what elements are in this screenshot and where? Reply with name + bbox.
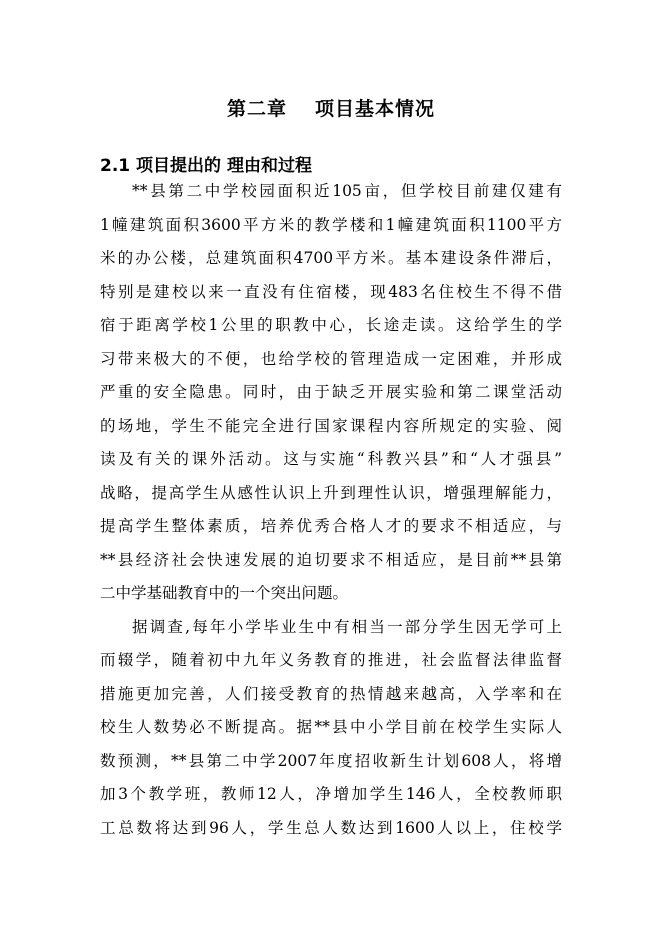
paragraph — [100, 611, 562, 846]
text-line: 校生人数势必不断提高。据**县中小学目前在校学生实际人 — [100, 718, 562, 736]
text-line: 的场地，学生不能完全进行国家课程内容所规定的实验、阅 — [100, 416, 562, 435]
text-line: 加3个教学班，教师12人，净增加学生146人，全校教师职 — [100, 785, 562, 803]
text-line: 二中学基础教育中的一个突出问题。 — [100, 584, 349, 602]
body-text — [100, 175, 562, 845]
text-line: 据调查,每年小学毕业生中有相当一部分学生因无学可上 — [132, 617, 562, 636]
section-heading: 2.1 项目提出的 理由和过程 — [100, 156, 312, 176]
text-line: 习带来极大的不便，也给学校的管理造成一定困难，并形成 — [100, 349, 562, 368]
text-line: 数预测，**县第二中学2007年度招收新生计划608人，将增 — [100, 751, 562, 770]
text-line: 严重的安全隐患。同时，由于缺乏开展实验和第二课堂活动 — [100, 383, 562, 401]
text-line: **县经济社会快速发展的迫切要求不相适应，是目前**县第 — [100, 550, 562, 569]
paragraph — [100, 175, 562, 611]
text-line: 提高学生整体素质，培养优秀合格人才的要求不相适应，与 — [100, 517, 562, 535]
text-line: 1幢建筑面积3600平方米的教学楼和1幢建筑面积1100平方 — [100, 215, 562, 234]
text-line: 米的办公楼，总建筑面积4700平方米。基本建设条件滞后， — [100, 249, 562, 267]
chapter-name: 项目基本情况 — [315, 98, 436, 120]
text-line: **县第二中学校园面积近105亩，但学校目前建仅建有 — [132, 182, 562, 200]
chapter-title — [0, 94, 662, 121]
chapter-number: 第二章 — [226, 98, 287, 120]
text-line: 战略，提高学生从感性认识上升到理性认识，增强理解能力， — [100, 483, 562, 502]
text-line: 措施更加完善，人们接受教育的热情越来越高，入学率和在 — [100, 684, 562, 703]
text-line: 而辍学，随着初中九年义务教育的推进，社会监督法律监督 — [100, 651, 562, 669]
text-line: 特别是建校以来一直没有住宿楼，现483名住校生不得不借 — [100, 282, 562, 301]
text-line: 读及有关的课外活动。这与实施“科教兴县”和“人才强县” — [100, 450, 562, 468]
text-line: 工总数将达到96人，学生总人数达到1600人以上，住校学 — [100, 818, 562, 837]
text-line: 宿于距离学校1公里的职教中心，长途走读。这给学生的学 — [100, 316, 562, 334]
